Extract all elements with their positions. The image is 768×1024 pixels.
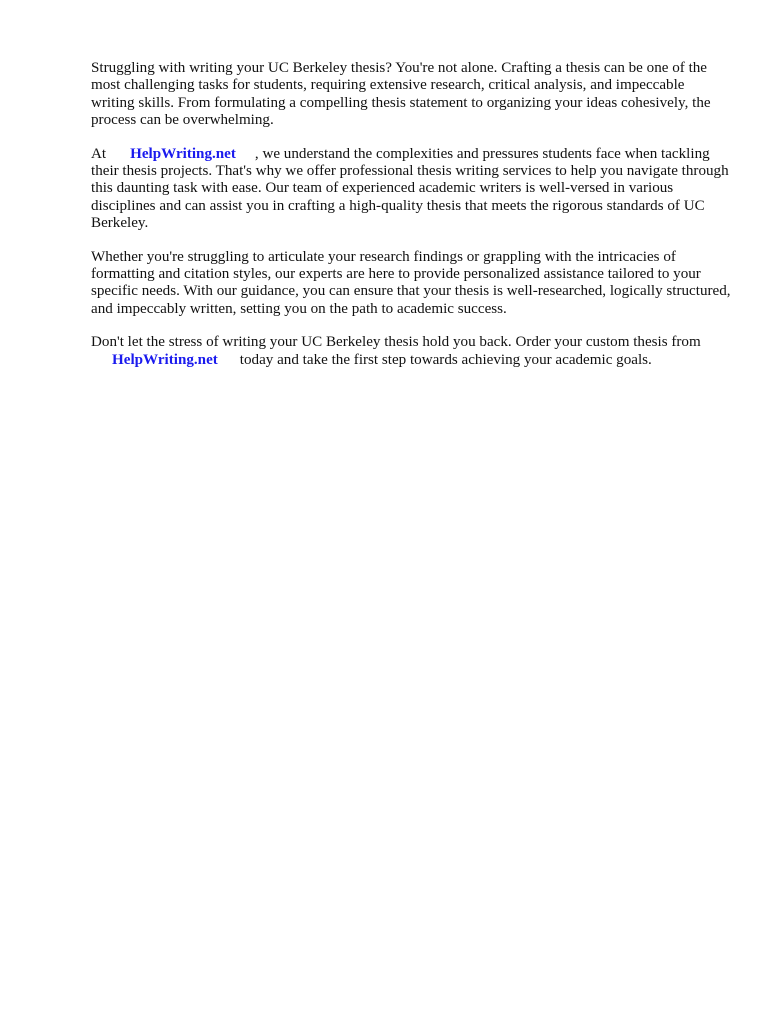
paragraph-service-text: , we understand the complexities and pressures students face when tackling their thesis projects. That's why we offer professional thesis writing services to help you navigate through this daunting task with ease. Our team of experienced academic writers is well-versed in various disciplines and can assist you in crafting a high-quality thesis that meets the rigorous standards of UC Berkeley. <box>91 145 729 232</box>
paragraph-cta <box>91 334 731 369</box>
paragraph-intro: Struggling with writing your UC Berkeley thesis? You're not alone. Crafting a thesis can be one of the most challenging tasks for students, requiring extensive research, critical analysis, and impeccable writing skills. From formulating a compelling thesis statement to organizing your ideas cohesively, the process can be overwhelming. <box>91 60 711 129</box>
helpwriting-cta-link[interactable]: HelpWriting.net <box>112 351 218 368</box>
paragraph-cta-text: today and take the first step towards achieving your academic goals. <box>239 351 652 368</box>
document-body <box>91 60 731 385</box>
paragraph-cta-lead: Don't let the stress of writing your UC Berkeley thesis hold you back. Order your custom thesis from <box>91 334 701 351</box>
paragraph-service <box>91 146 731 233</box>
helpwriting-link[interactable]: HelpWriting.net <box>130 145 236 162</box>
paragraph-service-lead: At <box>91 145 107 162</box>
paragraph-assistance: Whether you're struggling to articulate your research findings or grappling with the intricacies of formatting and citation styles, our experts are here to provide personalized assistance tailored to your specific needs. With our guidance, you can ensure that your thesis is well-researched, logically structured, and impeccably written, setting you on the path to academic success. <box>91 248 731 317</box>
